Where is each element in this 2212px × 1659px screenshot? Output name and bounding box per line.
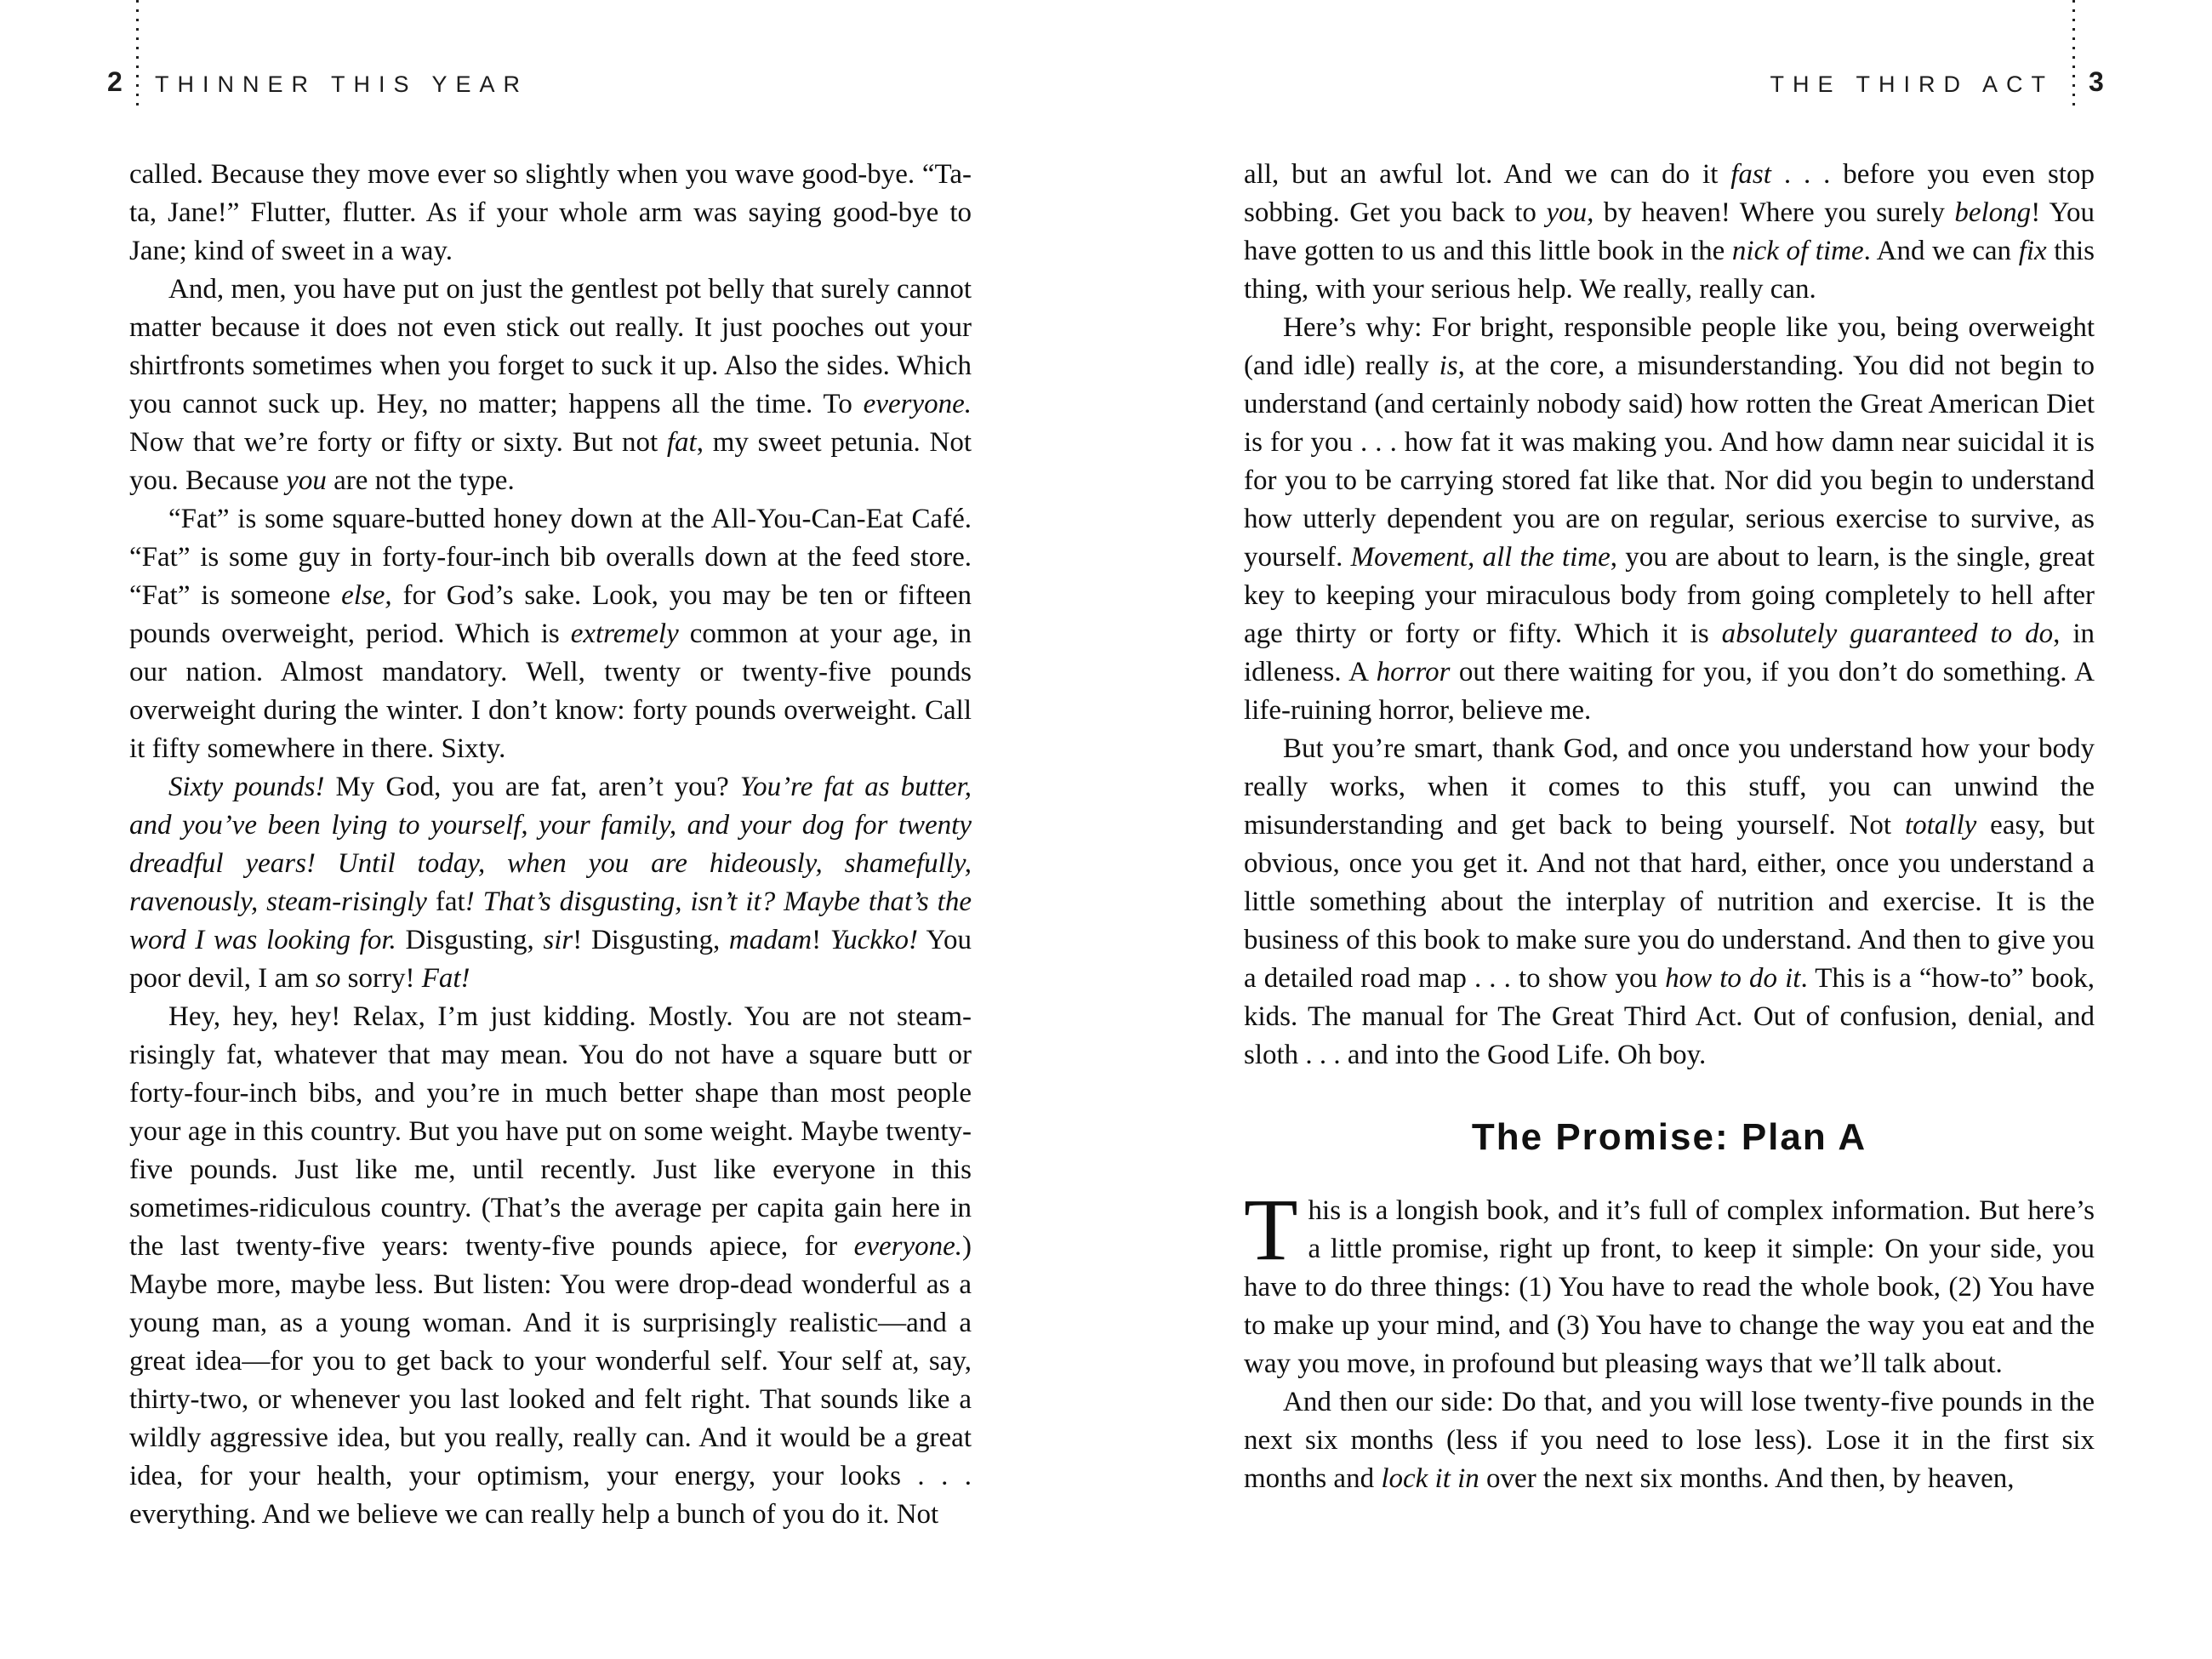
text-run: this thing, with your serious help. We really, really can. (1244, 236, 2095, 305)
text-run: Sixty pounds! (168, 772, 325, 802)
text-run: nick of time (1731, 236, 1864, 266)
text-run: Now that we’re forty or fifty or sixty. But not (129, 427, 667, 458)
text-run: everyone. (863, 389, 972, 419)
paragraph (1244, 730, 2095, 1075)
paragraph (129, 156, 972, 271)
paragraph (1244, 1181, 2095, 1383)
text-run: totally (1904, 810, 1977, 841)
paragraph (1244, 156, 2095, 309)
left-page-body (129, 156, 972, 1534)
text-run: Disgusting, (396, 925, 544, 955)
text-run: You’re fat as butter, and you’ve been lying to yourself, your family, and your dog for twenty dreadful years! Until today, when you are hideously, shamefully, ravenously, steam-risingly (129, 772, 972, 917)
paragraph (129, 998, 972, 1534)
text-run: madam (728, 925, 812, 955)
paragraph (129, 500, 972, 768)
text-run: over the next six months. And then, by heaven, (1479, 1463, 2015, 1494)
text-run: fast (1730, 159, 1771, 190)
text-run: common at your age, in our nation. Almost mandatory. Well, twenty or twenty-five pounds overweight during the winter. I don’t know: forty pounds overweight. Call it fifty somewhere in there. Sixty. (129, 619, 972, 764)
text-run: out there waiting for you, if you don’t do something. A life-ruining horror, believe me. (1244, 657, 2095, 726)
text-run: My God, you are fat, aren’t you? (324, 772, 740, 802)
text-run: , at the core, a misunderstanding. You did not begin to understand (and certainly nobody said) how rotten the Great American Diet is for you . . . how fat it was making you. And how damn near suicidal it is for you to be carrying stored fat like that. Nor did you begin to understand how utterly dependent you are on regular, serious exercise to survive, as yourself. (1244, 351, 2095, 573)
text-run: fix (2018, 236, 2047, 266)
right-page-number: 3 (2089, 66, 2104, 97)
text-run: are not the type. (326, 465, 515, 496)
text-run: everyone. (853, 1231, 962, 1262)
text-run: by heaven! Where you surely (1593, 197, 1955, 228)
text-run: you, (1546, 197, 1594, 228)
text-run: Here’s why: For bright, responsible people like you, being overweight (and idle) really (1244, 312, 2095, 381)
text-run: You poor devil, I am (129, 925, 972, 994)
text-run: all, but an awful lot. And we can do it (1244, 159, 1731, 190)
text-run: Movement, all the time (1350, 542, 1611, 573)
text-run: And then our side: Do that, and you will lose twenty-five pounds in the next six months (less if you need to lose less). Lose it in the first six months and (1244, 1387, 2095, 1494)
text-run: ! You have gotten to us and this little book in the (1244, 197, 2095, 266)
text-run: so (316, 963, 341, 994)
text-run: called. Because they move ever so slightly when you wave good-bye. “Ta-ta, Jane!” Flutter, flutter. As if your whole arm was saying good-bye to Jane; kind of sweet in a way. (129, 159, 972, 266)
left-page-number: 2 (107, 66, 123, 97)
text-run: for God’s sake. Look, you may be ten or fifteen pounds overweight, period. Which is (129, 580, 972, 649)
right-page-top-paragraphs (1244, 156, 2095, 1075)
text-run: ! (812, 925, 830, 955)
text-run: easy, but obvious, once you get it. And not that hard, either, once you understand a little something about the interplay of nutrition and exercise. It is the business of this book to make sure you do understand. And then to give you a detailed road map . . . to show you (1244, 810, 2095, 994)
text-run: how to do it (1665, 963, 1801, 994)
text-run: horror (1376, 657, 1451, 687)
text-run: fat (435, 887, 465, 917)
paragraph (1244, 309, 2095, 730)
text-run: his is a longish book, and it’s full of complex information. But here’s a little promise, right up front, to keep it simple: On your side, you have to do three things: (1) You have to read the whole book, (2) You have to make up your mind, and (3) You have to change the way you eat and the way you move, in profound but pleasing ways that we’ll talk about. (1244, 1195, 2095, 1379)
paragraph (129, 768, 972, 998)
text-run: But you’re smart, thank God, and once you understand how your body really works, when it comes to this stuff, you can unwind the misunderstanding and get back to being yourself. Not (1244, 733, 2095, 841)
dotted-divider (2072, 0, 2075, 112)
text-run: ) Maybe more, maybe less. But listen: You were drop-dead wonderful as a young man, as a young woman. And it is surprisingly realistic—and a great idea—for you to get back to your wonderful self. Your self at, say, thirty-two, or whenever you last looked and felt right. That sounds like a wildly aggressive idea, but you really, really can. And it would be a great idea, for your health, your optimism, your energy, your looks . . . everything. And we believe we can really help a bunch of you do it. Not (129, 1231, 972, 1530)
right-page-bottom-paragraphs (1244, 1181, 2095, 1498)
text-run: else, (341, 580, 392, 611)
text-run: absolutely guaranteed to do (1721, 619, 2054, 649)
paragraph (129, 271, 972, 500)
right-running-head: THE THIRD ACT (1770, 71, 2054, 97)
section-heading: The Promise: Plan A (1471, 1116, 1867, 1158)
left-running-head: THINNER THIS YEAR (155, 71, 529, 97)
text-run: , my sweet petunia. Not you. Because (129, 427, 972, 496)
text-run: And, men, you have put on just the gentlest pot belly that surely cannot matter because it does not even stick out really. It just pooches out your shirtfronts sometimes when you forget to suck it up. Also the sides. Which you cannot suck up. Hey, no matter; happens all the time. To (129, 274, 972, 419)
text-run: belong (1954, 197, 2032, 228)
text-run: ! Disgusting, (573, 925, 729, 955)
text-run: . This is a “how-to” book, kids. The manual for The Great Third Act. Out of confusion, denial, and sloth . . . and into the Good Life. Oh boy. (1244, 963, 2095, 1070)
text-run: . And we can (1863, 236, 2019, 266)
text-run: extremely (570, 619, 679, 649)
text-run: Fat! (421, 963, 470, 994)
right-page-body (1244, 156, 2095, 1498)
text-run: is (1439, 351, 1458, 381)
text-run: you (286, 465, 327, 496)
text-run: , in idleness. A (1244, 619, 2095, 687)
text-run: sorry! (340, 963, 422, 994)
text-run: Yuckko! (830, 925, 919, 955)
text-run: Hey, hey, hey! Relax, I’m just kidding. Mostly. You are not steam-risingly fat, whatever that may mean. You do not have a square butt or forty-four-inch bibs, and you’re in much better shape than most people your age in this country. But you have put on some weight. Maybe twenty-five pounds. Just like me, until recently. Just like everyone in this sometimes-ridiculous country. (That’s the average per capita gain here in the last twenty-five years: twenty-five pounds apiece, for (129, 1001, 972, 1262)
text-run: . . . before you even stop sobbing. Get you back to (1244, 159, 2095, 228)
drop-cap: T (1244, 1181, 1298, 1279)
text-run: lock it in (1381, 1463, 1479, 1494)
text-run: , you are about to learn, is the single, great key to keeping your miraculous body from going completely to hell after age thirty or forty or fifty. Which it is (1244, 542, 2095, 649)
text-run: fat (666, 427, 697, 458)
text-run: ! That’s disgusting, isn’t it? Maybe that’s the word I was looking for. (129, 887, 972, 955)
text-run: sir (543, 925, 573, 955)
dotted-divider (136, 0, 139, 112)
paragraph (1244, 1383, 2095, 1498)
text-run: “Fat” is some square-butted honey down at the All-You-Can-Eat Café. “Fat” is some guy in forty-four-inch bib overalls down at the feed store. “Fat” is someone (129, 504, 972, 611)
